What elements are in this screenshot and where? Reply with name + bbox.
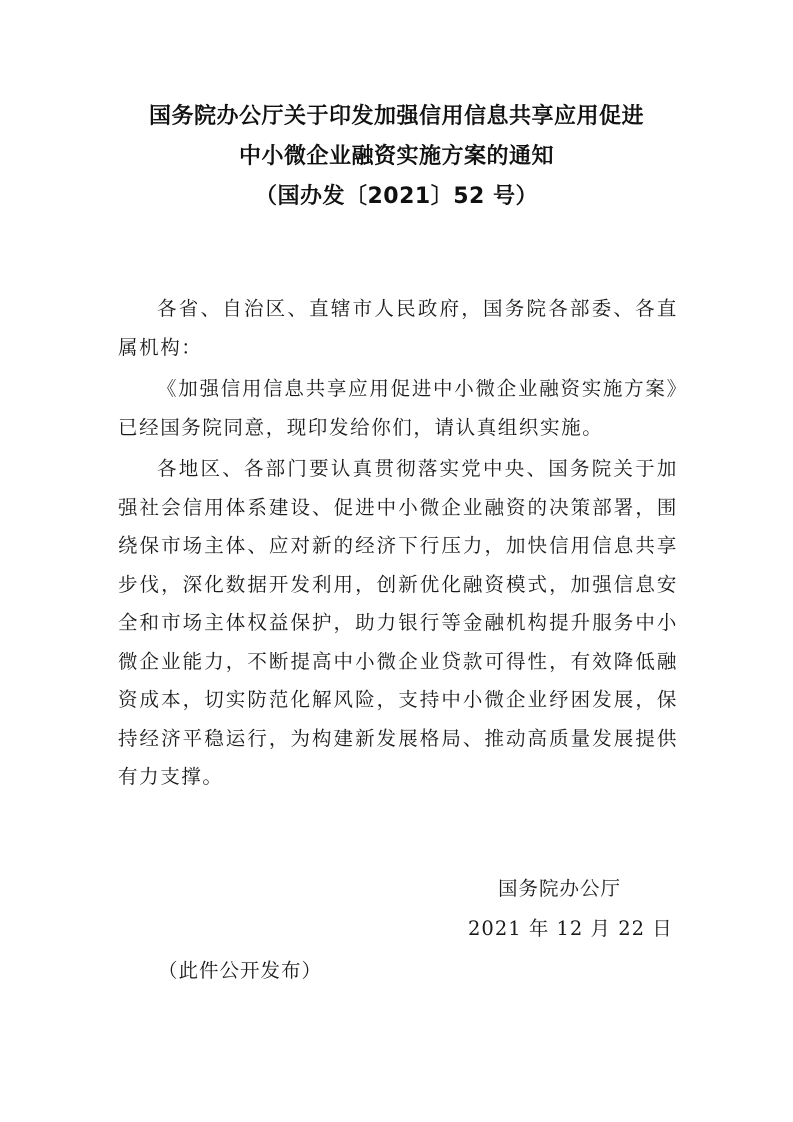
issuing-organization: 国务院办公厅 <box>498 877 622 900</box>
issue-date: 2021 年 12 月 22 日 <box>468 917 673 940</box>
publication-note: （此件公开发布） <box>158 959 323 982</box>
document-title-line-2: 中小微企业融资实施方案的通知 <box>238 144 554 169</box>
salutation-paragraph: 各省、自治区、直辖市人民政府，国务院各部委、各直属机构： <box>118 297 678 359</box>
document-number: （国办发〔2021〕52 号） <box>254 184 538 209</box>
document-title-line-1: 国务院办公厅关于印发加强信用信息共享应用促进 <box>148 104 644 129</box>
main-body-paragraph: 各地区、各部门要认真贯彻落实党中央、国务院关于加强社会信用体系建设、促进中小微企业融资的决策部署，围绕保市场主体、应对新的经济下行压力，加快信用信息共享步伐，深化数据开发利用，创新优化融资模式，加强信息安全和市场主体权益保护，助力银行等金融机构提升服务中小微企业能力，不断提高中小微企业贷款可得性，有效降低融资成本，切实防范化解风险，支持中小微企业纾困发展，保持经济平稳运行，为构建新发展格局、推动高质量发展提供有力支撑。 <box>118 457 678 788</box>
notice-paragraph: 《加强信用信息共享应用促进中小微企业融资实施方案》已经国务院同意，现印发给你们，请认真组织实施。 <box>118 377 678 439</box>
